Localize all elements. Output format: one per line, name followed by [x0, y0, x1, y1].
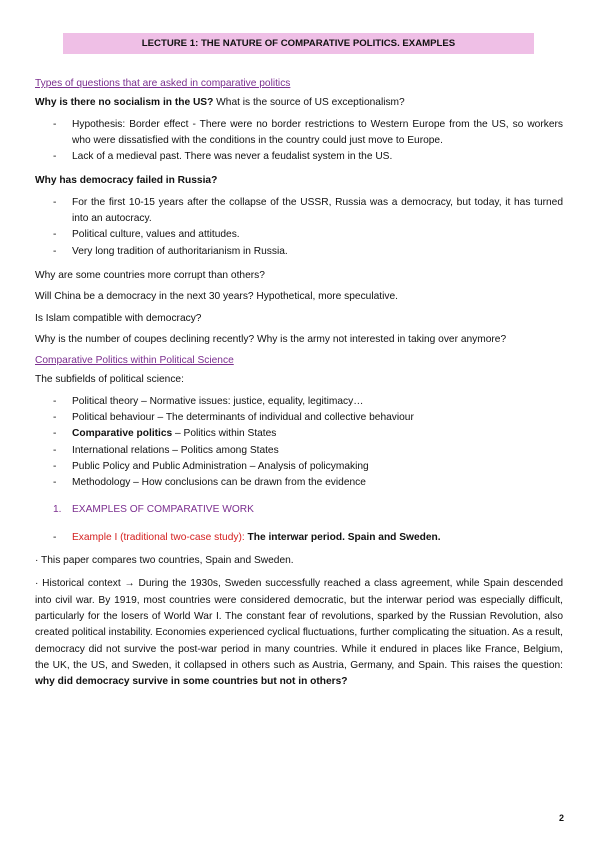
item-text: Methodology – How conclusions can be drawn from the evidence: [72, 477, 366, 489]
paragraph-question: why did democracy survive in some countries but not in others?: [35, 676, 348, 688]
question-socialism-bold: Why is there no socialism in the US?: [35, 97, 214, 109]
section-heading-subfields: Comparative Politics within Political Science: [35, 355, 234, 367]
subfields-intro: The subfields of political science:: [35, 374, 184, 386]
item-text: International relations – Politics among States: [72, 444, 279, 456]
question-corruption: Why are some countries more corrupt than others?: [35, 269, 265, 281]
question-islam: Is Islam compatible with democracy?: [35, 312, 202, 324]
item-bold: Comparative politics: [72, 428, 173, 440]
dash-marker: -: [53, 531, 57, 543]
list-item: - Political culture, values and attitudes.: [35, 227, 563, 243]
list-item: [35, 410, 563, 426]
item-text: Public Policy and Public Administration – Analysis of policymaking: [72, 460, 369, 472]
list-item: - Lack of a medieval past. There was never a feudalist system in the US.: [35, 149, 563, 165]
list-item: [35, 443, 563, 459]
question-coupes: Why is the number of coupes declining recently? Why is the army not interested in taking over anymore?: [35, 333, 507, 345]
example-title: The interwar period. Spain and Sweden.: [244, 531, 441, 543]
heading-number: 1.: [53, 503, 62, 515]
paragraph-comparison: · This paper compares two countries, Spain and Sweden.: [35, 555, 294, 567]
russia-list: [35, 195, 563, 260]
lecture-title: LECTURE 1: THE NATURE OF COMPARATIVE POLITICS. EXAMPLES: [63, 33, 534, 54]
list-item: [35, 475, 563, 491]
subfields-list: [35, 394, 563, 492]
heading-text: EXAMPLES OF COMPARATIVE WORK: [72, 503, 254, 515]
item-text: Political theory – Normative issues: justice, equality, legitimacy…: [72, 395, 364, 407]
question-socialism: [35, 95, 563, 111]
list-item: - Hypothesis: Border effect - There were no border restrictions to Western Europe from the US, so workers who were dissatisfied with the conditions in the country could just move to Europe.: [35, 117, 563, 150]
question-china: Will China be a democracy in the next 30 years? Hypothetical, more speculative.: [35, 291, 398, 303]
socialism-list: [35, 117, 563, 166]
list-item: - For the first 10-15 years after the collapse of the USSR, Russia was a democracy, but today, it has turned into an autocracy.: [35, 195, 563, 228]
example-label: Example I (traditional two-case study):: [72, 531, 245, 543]
item-text: Political behaviour – The determinants of individual and collective behaviour: [72, 412, 414, 424]
list-item: [35, 426, 563, 442]
numbered-heading-examples: [53, 502, 563, 518]
example-one: [35, 530, 563, 546]
paragraph-text: · Historical context → During the 1930s, Sweden successfully reached a class agreement, while Spain descended into civil war. By 1919, most countries were considered democratic, but the interwar period was especially difficult, particularly for the losers of World War I. The constant fear of revolutions, sparked by the Russian Revolution, also created political instability. Economies experienced cyclical fluctuations, further complicating the situation. As a result, democracy did not survive the post-war period in many countries. While it endured in places like France, Belgium, the UK, the US, and Sweden, it collapsed in others such as Austria, Germany, and Spain. This raises the question:: [35, 578, 563, 671]
section-heading-questions: Types of questions that are asked in comparative politics: [35, 78, 291, 89]
question-russia: Why has democracy failed in Russia?: [35, 175, 218, 187]
document-body: [35, 76, 563, 697]
list-item: [35, 394, 563, 410]
page-number: 2: [558, 813, 564, 823]
paragraph-historical-context: [35, 576, 563, 690]
list-item: - Very long tradition of authoritarianism in Russia.: [35, 244, 563, 260]
list-item: [35, 459, 563, 475]
question-socialism-rest: What is the source of US exceptionalism?: [213, 97, 405, 109]
item-text: – Politics within States: [172, 428, 277, 440]
